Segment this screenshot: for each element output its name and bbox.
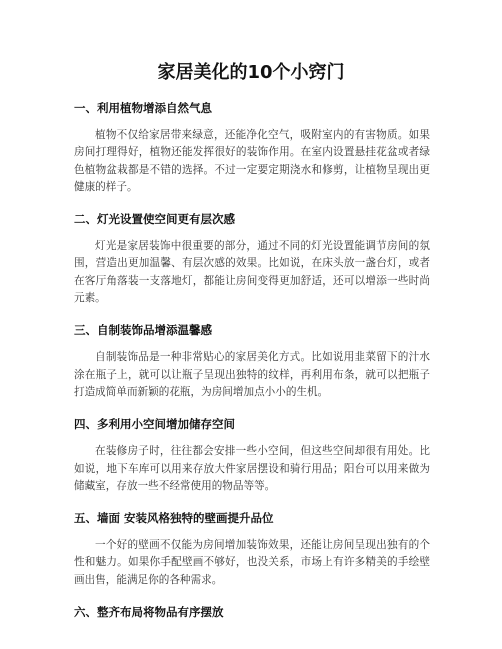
section-handmade-decor bbox=[74, 323, 430, 401]
document-content bbox=[74, 101, 430, 631]
section-paragraph: 自制装饰品是一种非常贴心的家居美化方式。比如说用韭菜留下的汁水涂在瓶子上，就可以让瓶子呈现出独特的纹样，再利用布条，就可以把瓶子打造成简单而新颖的花瓶，为房间增加点小小的生机。 bbox=[74, 351, 430, 398]
section-heading: 三、自制装饰品增添温馨感 bbox=[74, 323, 212, 338]
section-heading: 五、墙面 安装风格独特的壁画提升品位 bbox=[74, 511, 274, 526]
section-plants bbox=[74, 101, 430, 196]
section-paragraph: 灯光是家居装饰中很重要的部分，通过不同的灯光设置能调节房间的氛围，营造出更加温馨、有层次感的效果。比如说，在床头放一盏台灯，或者在客厅角落装一支落地灯，都能让房间变得更加舒适，还可以增添一些时尚元素。 bbox=[74, 240, 430, 305]
section-paragraph: 在装修房子时，往往都会安排一些小空间，但这些空间却很有用处。比如说，地下车库可以用来存放大件家居摆设和骑行用品；阳台可以用来做为储藏室，存放一些不经常使用的物品等等。 bbox=[74, 445, 430, 492]
section-layout bbox=[74, 605, 430, 619]
document-title: 家居美化的10个小窍门 bbox=[157, 62, 345, 83]
section-heading: 二、灯光设置使空间更有层次感 bbox=[74, 212, 235, 227]
section-heading: 一、利用植物增添自然气息 bbox=[74, 101, 212, 115]
section-paragraph: 植物不仅给家居带来绿意，还能净化空气，吸附室内的有害物质。如果房间打理得好，植物还能发挥很好的装饰作用。在室内设置悬挂花盆或者绿色植物盆栽都是不错的选择。不过一定要定期浇水和修剪，让植物呈现出更健康的样子。 bbox=[74, 129, 430, 193]
section-heading: 四、多利用小空间增加储存空间 bbox=[74, 417, 235, 432]
section-heading: 六、整齐布局将物品有序摆放 bbox=[74, 605, 224, 620]
section-paragraph: 一个好的壁画不仅能为房间增加装饰效果，还能让房间呈现出独有的个性和魅力。如果你手配壁画不够好，也没关系，市场上有许多精美的手绘壁画出售，能满足你的各种需求。 bbox=[74, 539, 430, 586]
section-storage bbox=[74, 417, 430, 495]
section-murals bbox=[74, 511, 430, 589]
section-lighting bbox=[74, 212, 430, 307]
